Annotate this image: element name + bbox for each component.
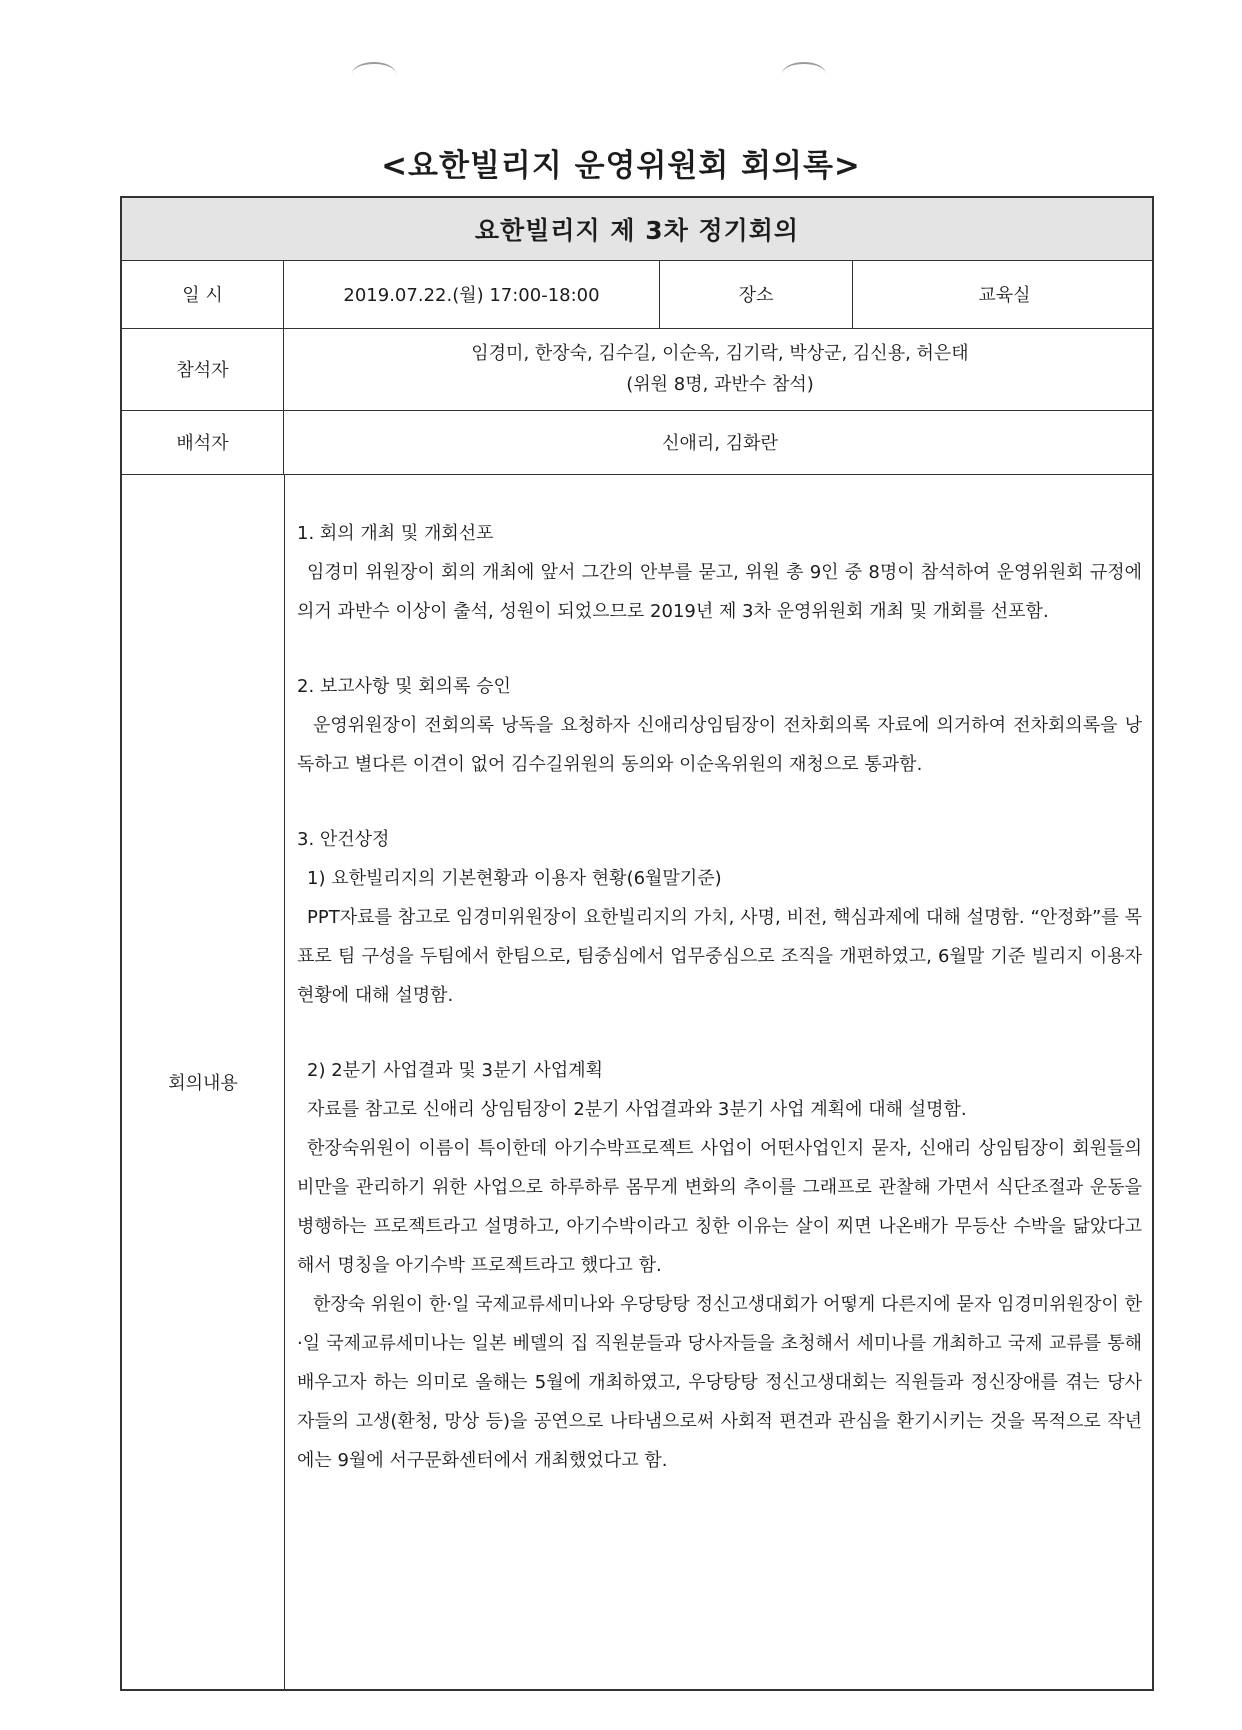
punch-hole-right xyxy=(782,62,826,86)
observers-row xyxy=(122,410,1152,475)
section-3-heading: 3. 안건상정 xyxy=(297,829,390,850)
section-3-2-text-3: 한장숙 위원이 한·일 국제교류세미나와 우당탕탕 정신고생대회가 어떻게 다른지에 묻자 임경미위원장이 한·일 국제교류세미나는 일본 베델의 집 직원분들과 당사자들을 초청해서 세미나를 개최하고 국제 교류를 통해 배우고자 하는 의미로 올해는 5월에 개최하였고, 우당탕탕 정신고생대회는 직원들과 정신장애를 겪는 당사자들의 고생(환청, 망상 등)을 공연으로 나타냄으로써 사회적 편견과 관심을 환기시키는 것을 목적으로 작년에는 9월에 서구문화센터에서 개최했었다고 함. xyxy=(297,1294,1142,1471)
punch-hole-left xyxy=(352,62,396,86)
attendees-value xyxy=(284,328,1156,410)
date-row xyxy=(122,260,1152,329)
section-3-2-heading: 2) 2분기 사업결과 및 3분기 사업계획 xyxy=(307,1060,604,1081)
attendees-names: 임경미, 한장숙, 김수길, 이순옥, 김기락, 박상군, 김신용, 허은태 xyxy=(471,343,969,364)
section-1-text: 임경미 위원장이 회의 개최에 앞서 그간의 안부를 묻고, 위원 총 9인 중 8명이 참석하여 운영위원회 규정에 의거 과반수 이상이 출석, 성원이 되었으므로 2019년 제 3차 운영위원회 개최 및 개회를 선포함. xyxy=(297,562,1142,622)
observers-value: 신애리, 김화란 xyxy=(662,433,778,454)
attendees-note: (위원 8명, 과반수 참석) xyxy=(626,374,814,395)
document-title: <요한빌리지 운영위원회 회의록> xyxy=(381,148,861,184)
meeting-name: 요한빌리지 제 3차 정기회의 xyxy=(122,198,1152,261)
section-1-heading: 1. 회의 개최 및 개회선포 xyxy=(297,523,494,544)
content-label: 회의내용 xyxy=(168,1072,238,1094)
section-3-1-text: PPT자료를 참고로 임경미위원장이 요한빌리지의 가치, 사명, 비전, 핵심과제에 대해 설명함. “안정화”를 목표로 팀 구성을 두팀에서 한팀으로, 팀중심에서 업무중심으로 조직을 개편하였고, 6월말 기준 빌리지 이용자 현황에 대해 설명함. xyxy=(297,907,1142,1006)
place-value: 교육실 xyxy=(978,285,1031,306)
date-value: 2019.07.22.(월) 17:00-18:00 xyxy=(284,260,660,328)
meeting-content xyxy=(284,474,1156,1689)
section-3-2-text-2: 한장숙위원이 이름이 특이한데 아기수박프로젝트 사업이 어떤사업인지 묻자, 신애리 상임팀장이 회원들의 비만을 관리하기 위한 사업으로 하루하루 몸무게 변화의 추이를 그래프로 관찰해 가면서 식단조절과 운동을 병행하는 프로젝트라고 설명하고, 아기수박이라고 칭한 이유는 살이 찌면 나온배가 무등산 수박을 닮았다고 해서 명칭을 아기수박 프로젝트라고 했다고 함. xyxy=(297,1138,1142,1276)
date-label: 일 시 xyxy=(122,260,284,328)
attendees-label: 참석자 xyxy=(122,328,284,410)
content-row xyxy=(122,474,1152,1689)
attendees-row xyxy=(122,328,1152,411)
observers-label: 배석자 xyxy=(122,410,284,474)
section-2-text: 운영위원장이 전회의록 낭독을 요청하자 신애리상임팀장이 전차회의록 자료에 의거하여 전차회의록을 낭독하고 별다른 이견이 없어 김수길위원의 동의와 이순옥위원의 재청으로 통과함. xyxy=(297,715,1142,775)
section-3-1-heading: 1) 요한빌리지의 기본현황과 이용자 현황(6월말기준) xyxy=(307,868,722,889)
section-3-2-text-1: 자료를 참고로 신애리 상임팀장이 2분기 사업결과와 3분기 사업 계획에 대해 설명함. xyxy=(307,1099,967,1120)
place-label: 장소 xyxy=(660,260,853,328)
section-2-heading: 2. 보고사항 및 회의록 승인 xyxy=(297,676,511,697)
minutes-table xyxy=(120,196,1154,1691)
